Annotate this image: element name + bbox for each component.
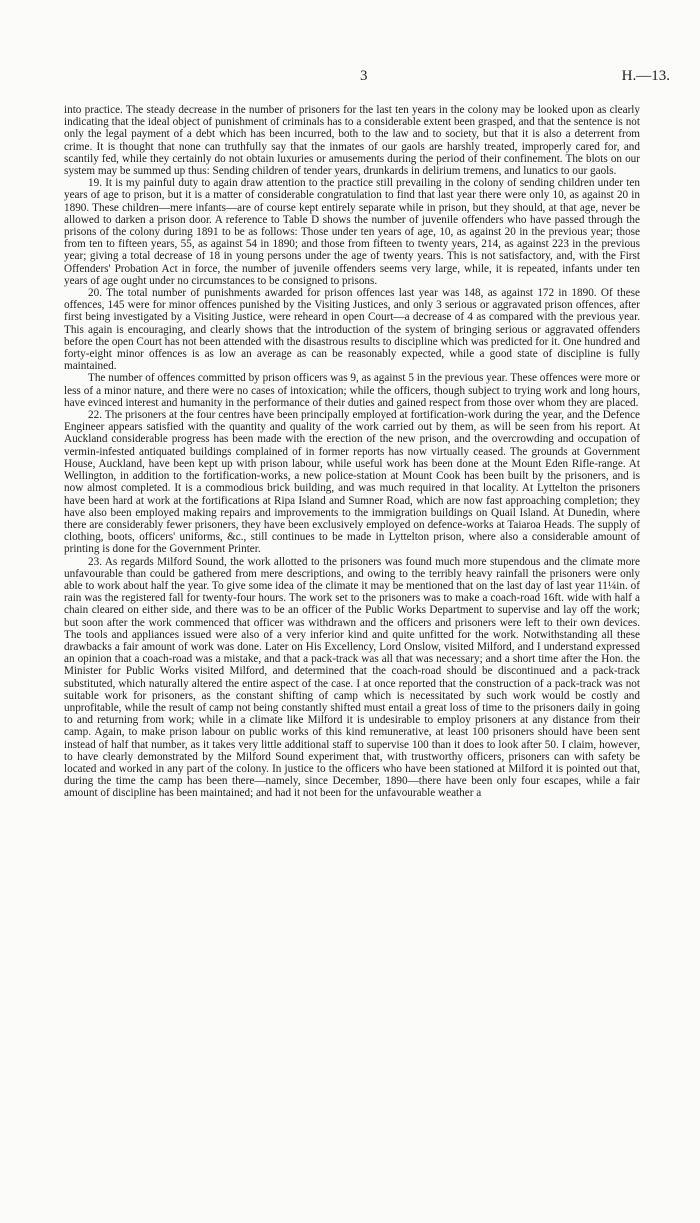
paragraph-22: 22. The prisoners at the four centres have been principally employed at fortification-work during the year, and the Defence Engineer appears satisfied with the quantity and quality of the work carried out by them, as will be seen from his report. At Auckland considerable progress has been made with the erection of the new prison, and the overcrowding and occupation of vermin-infested antiquated buildings complained of in former reports has now virtually ceased. The grounds at Government House, Auckland, have been kept up with prison labour, while useful work has been done at the Mount Eden Rifle-range. At Wellington, in addition to the fortification-works, a new police-station at Mount Cook has been built by the prisoners, and is now almost completed. It is a commodious brick building, and was much required in that locality. At Lyttelton the prisoners have been hard at work at the fortifications at Ripa Island and Sumner Road, which are now fast approaching completion; they have also been employed making repairs and improvements to the immigration buildings on Quail Island. At Dunedin, where there are considerably fewer prisoners, they have been exclusively employed on defence-works at Taiaroa Heads. The supply of clothing, boots, officers' uniforms, &c., still continues to be made in Lyttelton prison, where also a considerable amount of printing is done for the Government Printer. [64,409,640,556]
paragraph-23: 23. As regards Milford Sound, the work allotted to the prisoners was found much more stupendous and the climate more unfavourable than could be gathered from mere descriptions, and owing to the terribly heavy rainfall the prisoners were only able to work about half the year. To give some idea of the climate it may be mentioned that on the last day of last year 11¼in. of rain was the registered fall for twenty-four hours. The work set to the prisoners was to make a coach-road 16ft. wide with half a chain cleared on either side, and there was to be an officer of the Public Works Department to supervise and lay off the work; but soon after the work commenced that officer was withdrawn and the officers and prisoners were left to their own devices. The tools and appliances issued were also of a very inferior kind and quite unfitted for the work. Notwithstanding all these drawbacks a fair amount of work was done. Later on His Excellency, Lord Onslow, visited Milford, and I understand expressed an opinion that a coach-road was a mistake, and that a pack-track was all that was necessary; and a short time after the Hon. the Minister for Public Works visited Milford, and determined that the coach-road should be discontinued and a pack-track substituted, which naturally altered the entire aspect of the case. I at once reported that the construction of a pack-track was not suitable work for prisoners, as the constant shifting of camp which is necessitated by such work would be costly and unprofitable, while the result of camp not being constantly shifted must entail a great loss of time to the prisoners daily in going to and returning from work; while in a climate like Milford it is undesirable to employ prisoners at any distance from their camp. Again, to make prison labour on public works of this kind remunerative, at least 100 prisoners should have been sent instead of half that number, as it takes very little additional staff to supervise 100 than it does to look after 50. I claim, however, to have clearly demonstrated by the Milford Sound experiment that, with trustworthy officers, prisoners can with safety be located and worked in any part of the colony. In justice to the officers who have been stationed at Milford it is pointed out that, during the time the camp has been there—namely, since December, 1890—there have been only four escapes, while a fair amount of discipline has been maintained; and had it not been for the unfavourable weather a [64,555,640,800]
page-number: 3 [360,68,368,84]
paragraph-20: 20. The total number of punishments awarded for prison offences last year was 148, as against 172 in 1890. Of these offences, 145 were for minor offences punished by the Visiting Justices, and only 3 serious or aggravated prison offences, after first being investigated by a Visiting Justice, were reheard in open Court—a decrease of 4 as compared with the previous year. This again is encouraging, and clearly shows that the introduction of the system of bringing serious or aggravated offenders before the open Court has not been attended with the disastrous results to discipline which was predicted for it. One hundred and forty-eight minor offences is as low an average as can be reasonably expected, while a good state of discipline is fully maintained. [64,287,641,373]
paragraph-officers-offences: The number of offences committed by prison officers was 9, as against 5 in the previous year. These offences were more or less of a minor nature, and there were no cases of intoxication; while the officers, though subject to trying work and long hours, have evinced interest and humanity in the performance of their duties and gained respect from those over whom they are placed. [64,372,640,409]
document-reference: H.—13. [621,68,670,84]
paragraph-continuation: into practice. The steady decrease in the number of prisoners for the last ten years in the colony may be looked upon as clearly indicating that the ideal object of punishment of criminals has to a considerable extent been grasped, and that the sentence is not only the legal payment of a debt which has been incurred, both to the law and to society, but that it is also a deterrent from crime. It is thought that none can truthfully say that the inmates of our gaols are harshly treated, improperly cared for, and scantily fed, while they certainly do not obtain luxuries or amusements during the period of their confinement. The blots on our system may be summed up thus: Sending children of tender years, drunkards in delirium tremens, and lunatics to our gaols. [64,104,640,178]
page-header [0,68,700,88]
body-text [64,104,640,800]
paragraph-19: 19. It is my painful duty to again draw attention to the practice still prevailing in the colony of sending children under ten years of age to prison, but it is a matter of considerable congratulation to find that last year there were only 10, as against 20 in 1890. These children—mere infants—are of course kept entirely separate while in prison, but they should, at that age, never be allowed to darken a prison door. A reference to Table D shows the number of juvenile offenders who have passed through the prisons of the colony during 1891 to be as follows: Those under ten years of age, 10, as against 20 in the previous year; those from ten to fifteen years, 55, as against 54 in 1890; and those from fifteen to twenty years, 214, as against 223 in the previous year; giving a total decrease of 18 in young persons under the age of twenty years. This is not satisfactory, and, with the First Offenders' Probation Act in force, the number of juvenile offenders seems very large, while, it is repeated, infants under ten years of age ought under no circumstances to be consigned to prisons. [64,177,640,287]
